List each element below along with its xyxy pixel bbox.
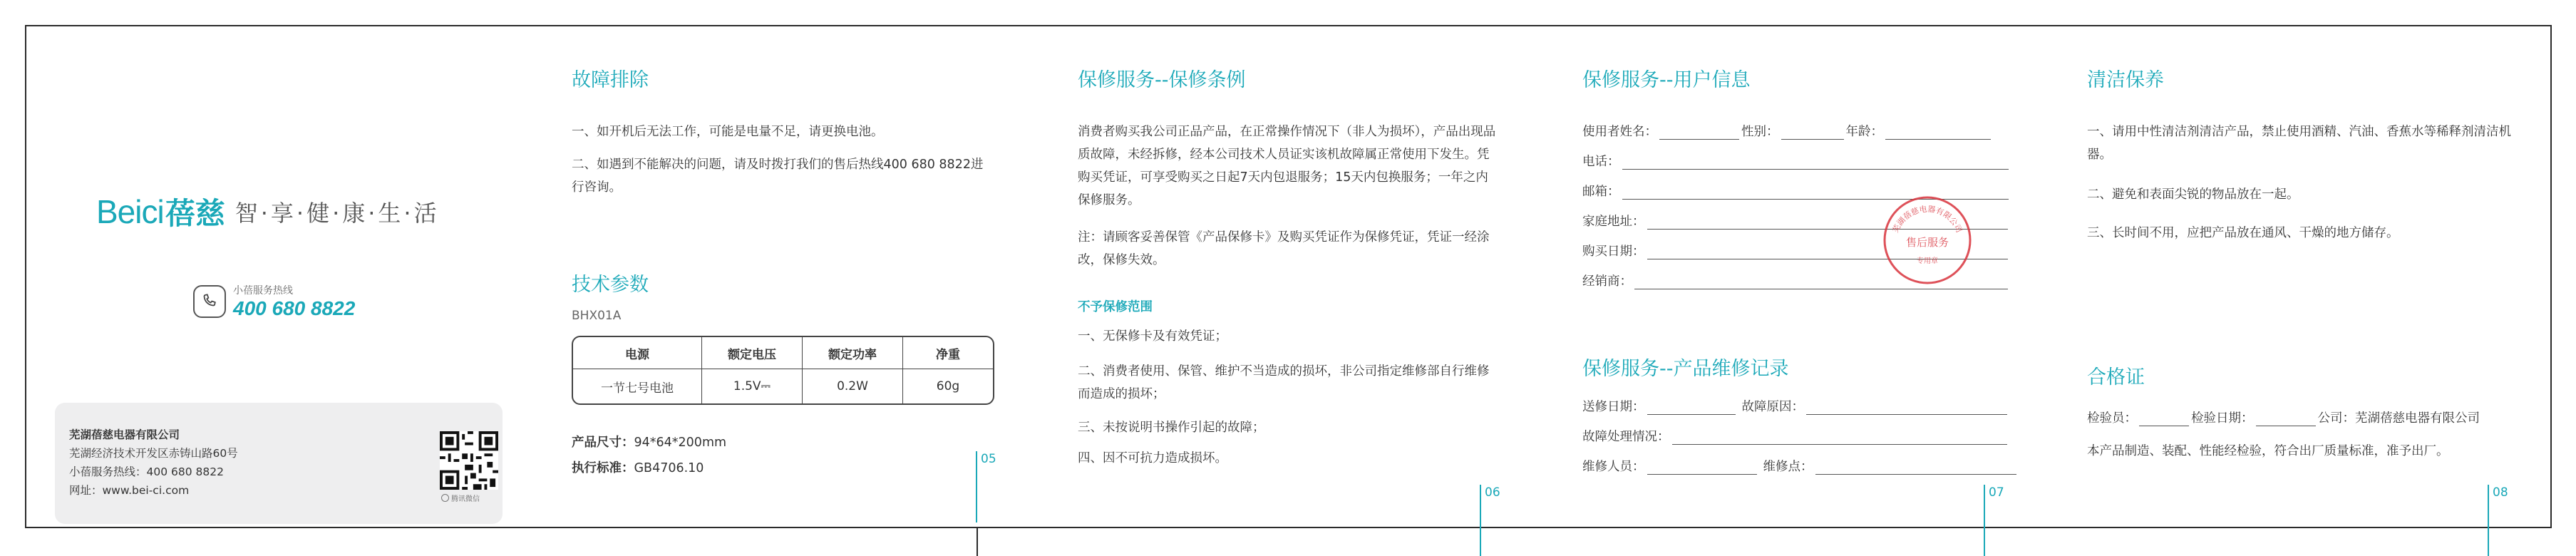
purchase-date-label: 购买日期： bbox=[1582, 244, 1645, 259]
table-header: 额定功率 bbox=[803, 337, 903, 369]
repair-row-3 bbox=[1582, 457, 2019, 475]
size-label: 产品尺寸： bbox=[572, 436, 634, 450]
age-field[interactable] bbox=[1885, 123, 1991, 140]
send-date-field[interactable] bbox=[1647, 398, 1736, 415]
user-name-field[interactable] bbox=[1659, 123, 1739, 140]
spec-table bbox=[572, 336, 994, 405]
exclusion-item-2: 二、消费者使用、保管、维护不当造成的损坏，非公司指定维修部自行维修而造成的损坏； bbox=[1078, 364, 1490, 401]
brand-cn: 蓓慈 bbox=[165, 196, 225, 231]
troubleshoot-item-2: 二、如遇到不能解决的问题，请及时拨打我们的售后热线400 680 8822进行咨询。 bbox=[572, 158, 984, 195]
svg-text:芜湖蓓慈电器有限公司 bbox=[1890, 204, 1964, 235]
phone-label: 电话： bbox=[1582, 155, 1620, 169]
inspect-date-label: 检验日期： bbox=[2191, 411, 2254, 426]
repair-row-2 bbox=[1582, 427, 2009, 445]
table-cell: 一节七号电池 bbox=[573, 369, 702, 403]
inspector-label: 检验员： bbox=[2087, 411, 2137, 426]
warranty-note: 注：请顾客妥善保管《产品保修卡》及购买凭证作为保修凭证，凭证一经涂改，保修失效。 bbox=[1078, 230, 1490, 267]
table-header: 额定电压 bbox=[702, 337, 803, 369]
email-label: 邮箱： bbox=[1582, 185, 1620, 199]
stamp-company-text: 芜湖蓓慈电器有限公司 bbox=[1890, 204, 1964, 235]
page-number-05: 05 bbox=[981, 452, 996, 466]
hotline-label: 小蓓服务热线 bbox=[233, 285, 293, 297]
company-website: 网址：www.bei-ci.com bbox=[69, 484, 190, 497]
product-size bbox=[572, 431, 726, 454]
care-item-1: 一、请用中性清洁剂清洁产品，禁止使用酒精、汽油、香蕉水等稀释剂清洁机器。 bbox=[2087, 125, 2511, 162]
page-number-07: 07 bbox=[1989, 485, 2004, 500]
exclusion-title: 不予保修范围 bbox=[1078, 300, 1153, 314]
repairer-field[interactable] bbox=[1647, 458, 1757, 475]
phone-field[interactable] bbox=[1622, 153, 2009, 170]
exclusion-item-3: 三、未按说明书操作引起的故障； bbox=[1078, 421, 1265, 435]
user-name-label: 使用者姓名： bbox=[1582, 125, 1657, 139]
exclusion-item-4: 四、因不可抗力造成损坏。 bbox=[1078, 451, 1227, 465]
repair-row-1 bbox=[1582, 397, 2009, 415]
user-info-title: 保修服务--用户信息 bbox=[1582, 69, 1751, 91]
fault-reason-label: 故障原因： bbox=[1741, 400, 1804, 414]
after-sales-stamp bbox=[1880, 193, 1974, 287]
phone-icon bbox=[193, 285, 226, 318]
page-07 bbox=[1582, 25, 2010, 528]
page-06 bbox=[1078, 25, 1505, 528]
inspector-field[interactable] bbox=[2139, 410, 2189, 426]
brand-latin: Beici bbox=[96, 193, 164, 230]
dealer-label: 经销商： bbox=[1582, 274, 1632, 289]
company-hotline: 小蓓服务热线：400 680 8822 bbox=[69, 465, 224, 478]
hotline-block bbox=[193, 283, 355, 320]
fault-handling-label: 故障处理情况： bbox=[1582, 430, 1670, 444]
page-marker-08 bbox=[2488, 485, 2489, 556]
spec-title: 技术参数 bbox=[572, 274, 649, 296]
standard bbox=[572, 457, 704, 480]
fault-handling-field[interactable] bbox=[1672, 428, 2007, 445]
table-cell: 0.2W bbox=[803, 369, 903, 403]
qr-caption: 腾讯微信 bbox=[451, 495, 480, 503]
repairer-label: 维修人员： bbox=[1582, 460, 1645, 474]
care-item-3: 三、长时间不用，应把产品放在通风、干燥的地方储存。 bbox=[2087, 226, 2399, 240]
warranty-paragraph: 消费者购买我公司正品产品，在正常操作情况下（非人为损坏），产品出现品质故障，未经拆修，经本公司技术人员证实该机故障属正常使用下发生。凭购买凭证，可享受购买之日起7天内包退服务；15天内包换服务；一年之内保修服务。 bbox=[1078, 125, 1496, 207]
certificate-statement: 本产品制造、装配、性能经检验，符合出厂质量标准，准予出厂。 bbox=[2087, 444, 2449, 458]
page-marker-05 bbox=[976, 451, 977, 522]
exclusion-item-1: 一、无保修卡及有效凭证； bbox=[1078, 329, 1227, 344]
brand-logo bbox=[96, 190, 440, 233]
repair-record-title: 保修服务--产品维修记录 bbox=[1582, 358, 1789, 380]
size-value: 94*64*200mm bbox=[634, 436, 727, 450]
page-08 bbox=[2087, 25, 2515, 528]
wechat-icon bbox=[441, 494, 449, 502]
company-name: 芜湖蓓慈电器有限公司 bbox=[69, 428, 180, 441]
page-number-08: 08 bbox=[2493, 485, 2508, 500]
troubleshoot-item-1: 一、如开机后无法工作，可能是电量不足，请更换电池。 bbox=[572, 125, 884, 139]
fault-reason-field[interactable] bbox=[1806, 398, 2007, 415]
gender-label: 性别： bbox=[1741, 125, 1779, 139]
standard-value: GB4706.10 bbox=[634, 461, 704, 475]
table-header: 净重 bbox=[903, 337, 993, 369]
address-label: 家庭地址： bbox=[1582, 215, 1645, 229]
table-cell: 1.5V⎓ bbox=[702, 369, 803, 403]
care-title: 清洁保养 bbox=[2087, 69, 2164, 91]
crop-mark bbox=[977, 528, 978, 556]
qr-code-icon bbox=[440, 431, 498, 490]
page-number-06: 06 bbox=[1485, 485, 1500, 500]
model-number: BHX01A bbox=[572, 309, 622, 323]
troubleshoot-title: 故障排除 bbox=[572, 69, 649, 91]
inspect-date-field[interactable] bbox=[2256, 410, 2316, 426]
table-header: 电源 bbox=[573, 337, 702, 369]
table-cell: 60g bbox=[936, 379, 960, 393]
inspection-row bbox=[2087, 408, 2480, 426]
age-label: 年龄： bbox=[1845, 125, 1883, 139]
certificate-title: 合格证 bbox=[2087, 366, 2145, 388]
table-row bbox=[573, 369, 993, 403]
page-marker-06 bbox=[1480, 485, 1481, 556]
send-date-label: 送修日期： bbox=[1582, 400, 1645, 414]
stamp-center-text: 售后服务 bbox=[1905, 236, 1949, 249]
user-name-row bbox=[1582, 122, 1993, 140]
repair-point-label: 维修点： bbox=[1763, 460, 1813, 474]
repair-point-field[interactable] bbox=[1815, 458, 2016, 475]
gender-field[interactable] bbox=[1781, 123, 1844, 140]
table-header-row bbox=[573, 337, 993, 369]
cover-panel bbox=[25, 25, 510, 528]
company-info-box bbox=[55, 403, 503, 524]
company-address: 芜湖经济技术开发区赤铸山路60号 bbox=[69, 447, 238, 460]
stamp-bottom-text: 专用章 bbox=[1917, 257, 1938, 265]
standard-label: 执行标准： bbox=[572, 461, 634, 475]
phone-row bbox=[1582, 152, 2011, 170]
page-marker-07 bbox=[1984, 485, 1985, 556]
qr-block bbox=[440, 431, 500, 503]
brand-slogan: 智·享·健·康·生·活 bbox=[235, 200, 440, 227]
care-item-2: 二、避免和表面尖锐的物品放在一起。 bbox=[2087, 187, 2299, 202]
warranty-terms-title: 保修服务--保修条例 bbox=[1078, 69, 1246, 91]
company-label: 公司：芜湖蓓慈电器有限公司 bbox=[2317, 411, 2480, 426]
hotline-number: 400 680 8822 bbox=[233, 297, 356, 319]
page-05 bbox=[572, 25, 999, 528]
